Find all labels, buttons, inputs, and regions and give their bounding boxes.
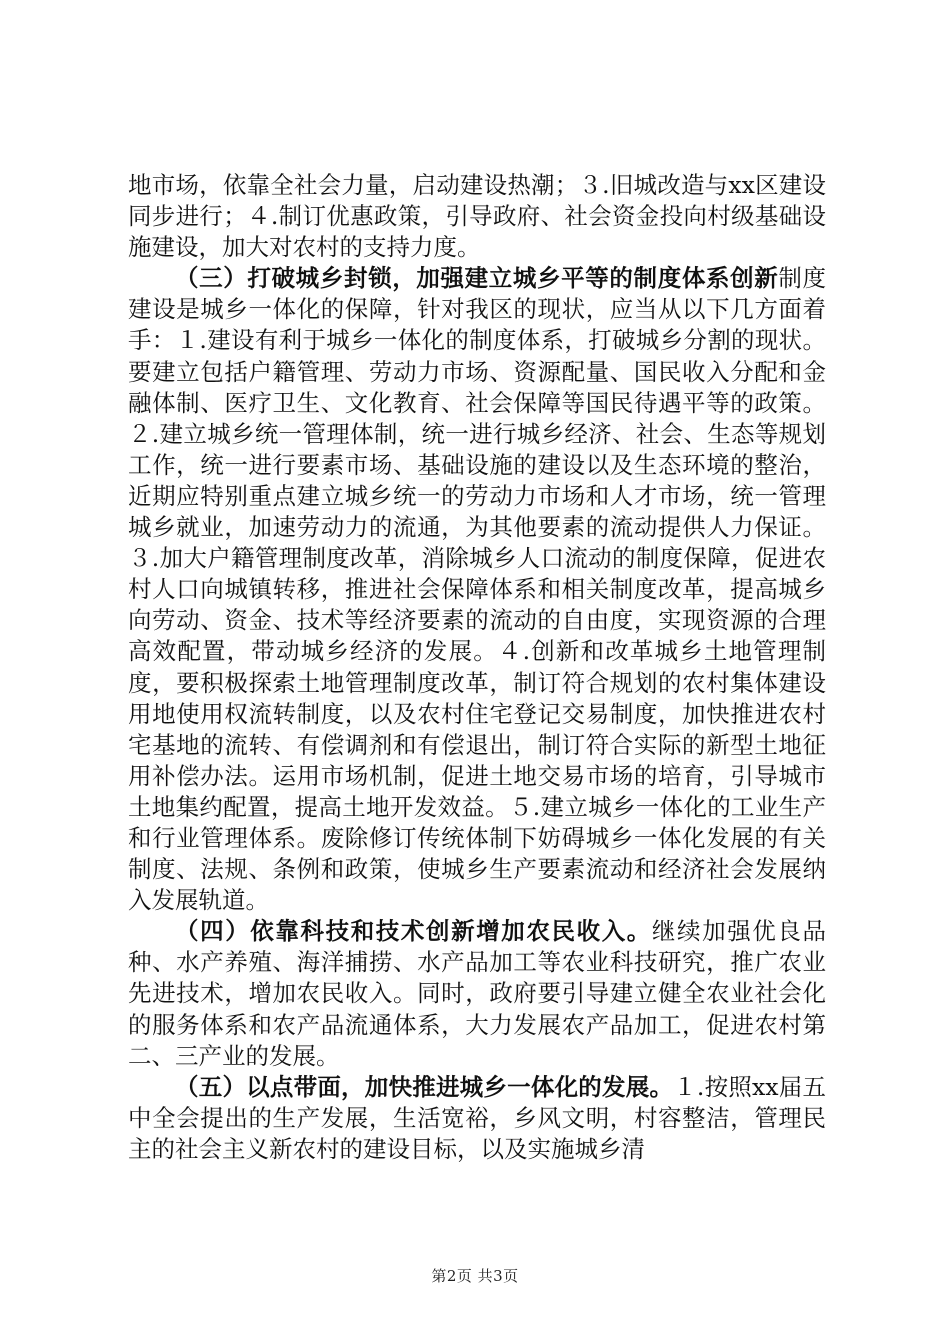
document-body [128,170,826,1165]
section-heading: （五）以点带面，加快推进城乡一体化的发展。 [175,1072,674,1101]
paragraph-text: 继续加强优良品种、水产养殖、海洋捕捞、水产品加工等农业科技研究，推广农业先进技术，增加农民收入。同时，政府要引导建立健全农业社会化的服务体系和农产品流通体系，大力发展农产品加工，促进农村第二、三产业的发展。 [128,917,827,1070]
section-heading: （四）依靠科技和技术创新增加农民收入。 [175,917,652,946]
section-heading: （三）打破城乡封锁，加强建立城乡平等的制度体系创新 [175,264,779,293]
paragraph-section-5 [128,1072,826,1165]
page-number-footer: 第2页 共3页 [431,1267,519,1285]
paragraph-text: 制度建设是城乡一体化的保障，针对我区的现状，应当从以下几方面着手：１.建设有利于城乡一体化的制度体系，打破城乡分割的现状。要建立包括户籍管理、劳动力市场、资源配量、国民收入分配和金融体制、医疗卫生、文化教育、社会保障等国民待遇平等的政策。２.建立城乡统一管理体制，统一进行城乡经济、社会、生态等规划工作，统一进行要素市场、基础设施的建设以及生态环境的整治，近期应特别重点建立城乡统一的劳动力市场和人才市场，统一管理城乡就业，加速劳动力的流通，为其他要素的流动提供人力保证。３.加大户籍管理制度改革，消除城乡人口流动的制度保障，促进农村人口向城镇转移，推进社会保障体系和相关制度改革，提高城乡向劳动、资金、技术等经济要素的流动的自由度，实现资源的合理高效配置，带动城乡经济的发展。４.创新和改革城乡土地管理制度，要积极探索土地管理制度改革，制订符合规划的农村集体建设用地使用权流转制度，以及农村住宅登记交易制度，加快推进农村宅基地的流转、有偿调剂和有偿退出，制订符合实际的新型土地征用补偿办法。运用市场机制，促进土地交易市场的培育，引导城市土地集约配置，提高土地开发效益。５.建立城乡一体化的工业生产和行业管理体系。废除修订传统体制下妨碍城乡一体化发展的有关制度、法规、条例和政策，使城乡生产要素流动和经济社会发展纳入发展轨道。 [128,264,827,915]
paragraph-continuation [128,170,826,263]
paragraph-section-3 [128,263,826,916]
paragraph-section-4 [128,916,826,1071]
paragraph-text: 地市场，依靠全社会力量，启动建设热潮；３.旧城改造与xx区建设同步进行；４.制订优惠政策，引导政府、社会资金投向村级基础设施建设，加大对农村的支持力度。 [128,171,826,262]
paragraph-text: １.按照xx届五中全会提出的生产发展，生活宽裕，乡风文明，村容整洁，管理民主的社会主义新农村的建设目标，以及实施城乡清 [128,1072,827,1163]
